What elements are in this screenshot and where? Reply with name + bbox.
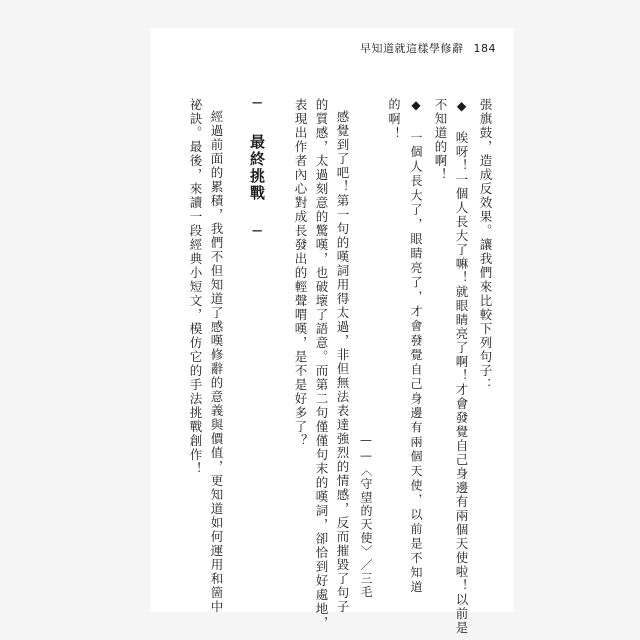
example-two-line-2: 的啊！ [387,98,401,142]
analysis-line-2: 的質感，太過刻意的驚嘆，也破壞了語意。而第二句僅僅句末的嘆詞，卻恰到好處地， [314,98,329,630]
analysis-line-1: 感覺到了吧！第一句的嘆詞用得太過，非但無法表達強烈的情感，反而摧毀了句子 [335,110,350,614]
final-line-1: 經過前面的累積，我們不但知道了感嘆修辭的意義與價值，更知道如何運用和箇中 [209,110,224,614]
book-page [150,28,514,635]
example-one-line-1: ◆ 唉呀！一個人長大了嘛！就眼睛亮了啊！才會發覺自己身邊有兩個天使啦！以前是 [454,98,469,635]
running-head [360,40,496,56]
attribution: ——〈守望的天使〉／三毛 [359,433,373,599]
final-line-2: 祕訣。最後，來讀一段經典小短文，模仿它的手法挑戰創作！ [188,98,203,476]
intro-line: 張旗鼓，造成反效果。讓我們來比較下列句子： [478,98,493,392]
example-two-line-1: ◆ 一個人長大了，眼睛亮了，才會發覺自己身邊有兩個天使，以前是不知道 [409,98,423,595]
book-title: 早知道就這樣學修辭 [360,42,464,55]
example-one-line-2: 不知道的啊！ [433,98,448,182]
page-number: 184 [473,42,496,55]
section-heading: ─ 最終挑戰 ─ [248,94,266,242]
analysis-line-3: 表現出作者內心對成長發出的輕聲喟嘆，是不是好多了？ [293,98,308,448]
